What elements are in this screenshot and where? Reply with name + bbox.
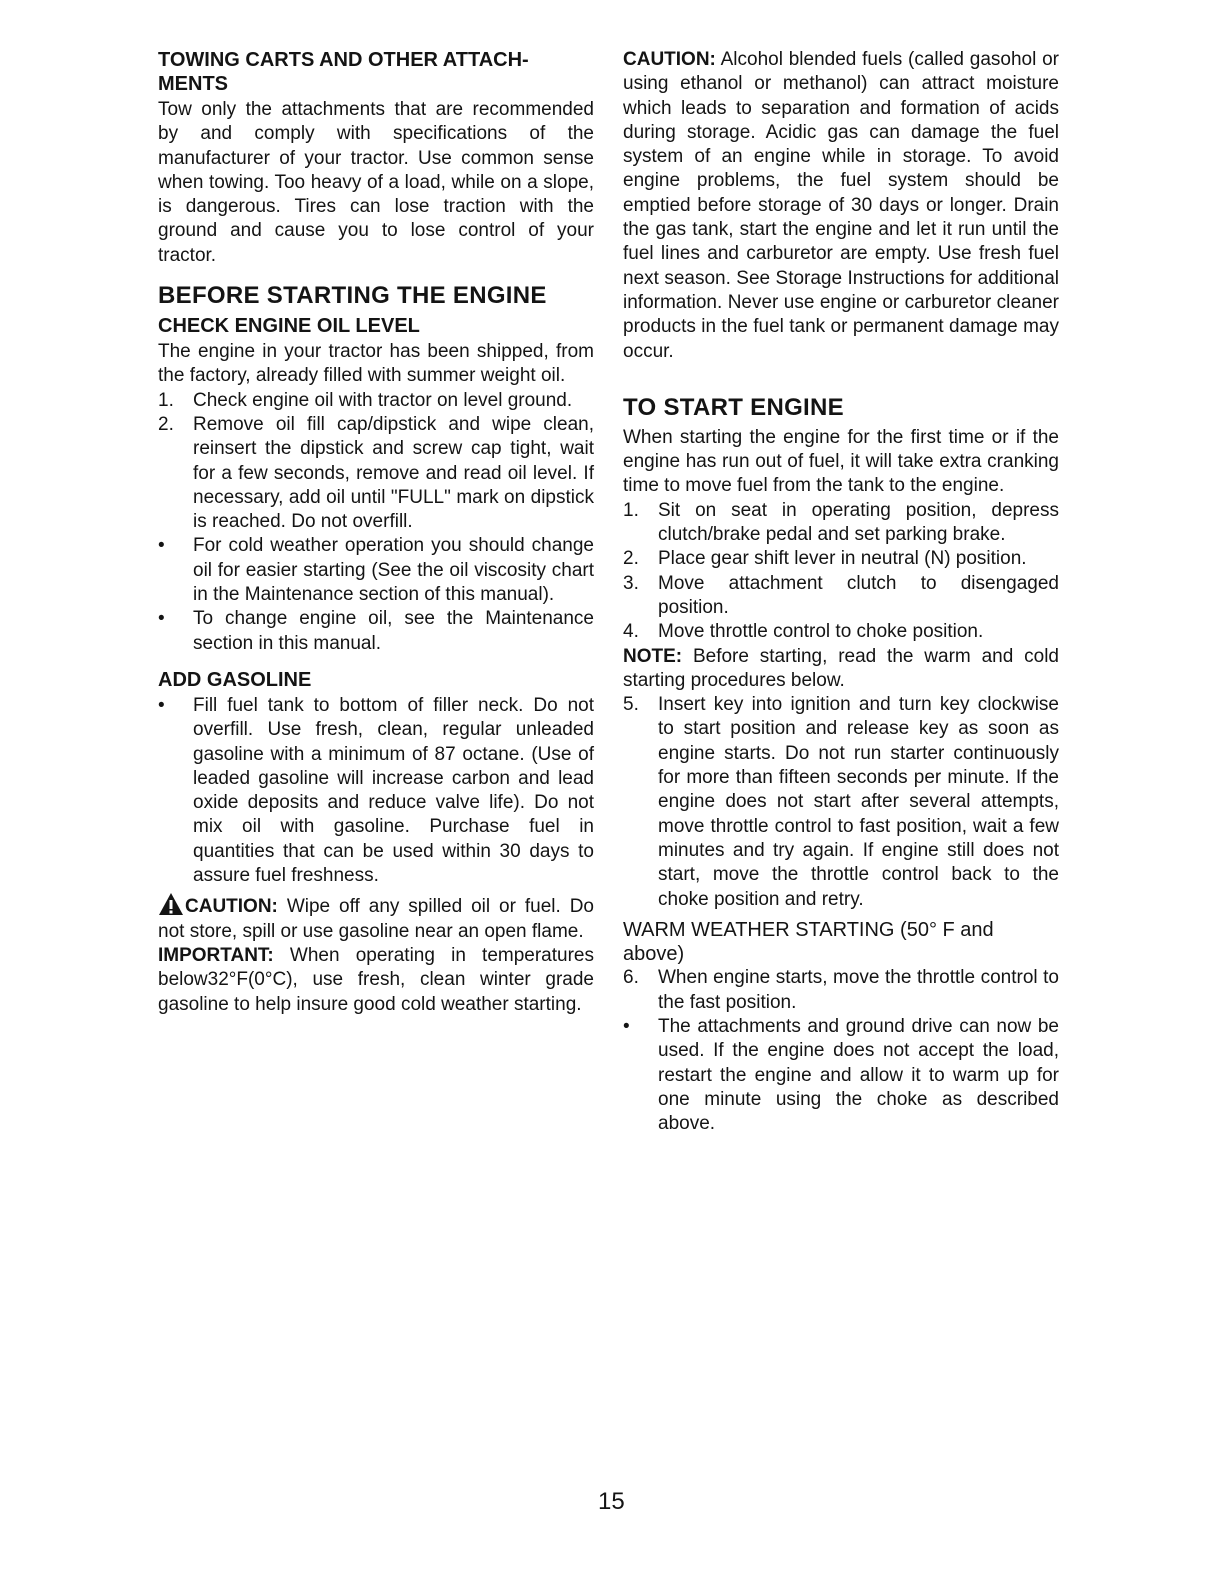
towing-text: Tow only the attachments that are recommended by and comply with specifications of the manufacturer of your tractor. Use common sense when towing. Too heavy of a load, while on a slope, is dangerous. Tires can lose traction with the ground and cause you to lose control of your tractor.	[158, 99, 594, 266]
list-marker: •	[158, 694, 165, 716]
list-text: For cold weather operation you should change oil for easier starting (See the oil viscosity chart in the Maintenance section of this manual).	[193, 535, 594, 606]
list-item	[623, 1015, 1059, 1136]
caution-label: CAUTION:	[185, 896, 278, 918]
list-marker: •	[158, 535, 165, 557]
list-item	[158, 534, 594, 607]
step5-list	[623, 693, 1059, 912]
oil-intro: The engine in your tractor has been shipped, from the factory, already filled with summer weight oil.	[158, 341, 594, 387]
list-marker: 3.	[623, 572, 639, 594]
oil-steps-list	[158, 389, 594, 656]
list-item	[623, 693, 1059, 912]
list-text: Insert key into ignition and turn key clockwise to start position and release key as soon as engine starts. Do not run starter continuously for more than fifteen seconds per minute. If the engine does not start after several attempts, move throttle control to fast position, wait a few minutes and try again. If engine still does not start, move the throttle control back to the choke position and retry.	[658, 694, 1059, 910]
list-item	[158, 607, 594, 656]
warm-steps-list	[623, 966, 1059, 1136]
list-marker: 4.	[623, 621, 639, 643]
list-item	[158, 413, 594, 534]
important-paragraph	[158, 944, 594, 1017]
towing-heading	[158, 48, 594, 96]
list-marker: •	[623, 1015, 630, 1037]
caution-paragraph	[158, 892, 594, 944]
caution-label: CAUTION:	[623, 49, 716, 70]
list-marker: 2.	[158, 413, 174, 435]
list-text: When engine starts, move the throttle control to the fast position.	[658, 967, 1059, 1013]
list-item	[158, 694, 594, 888]
towing-heading-line1: TOWING CARTS AND OTHER ATTACH-	[158, 49, 529, 71]
important-text: When operating in temperatures below32°F(0°C), use fresh, clean winter grade gasoline to help insure good cold weather starting.	[158, 944, 594, 1015]
note-paragraph	[623, 645, 1059, 694]
to-start-engine-heading: TO START ENGINE	[623, 393, 844, 421]
gasoline-list	[158, 694, 594, 888]
important-label: IMPORTANT:	[158, 944, 274, 966]
list-text: Fill fuel tank to bottom of filler neck. Do not overfill. Use fresh, clean, regular unleaded gasoline with a minimum of 87 octane. (Use of leaded gasoline will increase carbon and lead oxide deposits and reduce valve life). Do not mix oil with gasoline. Purchase fuel in quantities that can be used within 30 days to assure fuel freshness.	[193, 694, 594, 887]
add-gasoline-heading: ADD GASOLINE	[158, 668, 312, 691]
list-marker: 1.	[623, 499, 639, 521]
list-marker: 5.	[623, 694, 639, 716]
list-item	[623, 620, 1059, 644]
list-text: To change engine oil, see the Maintenance section in this manual.	[193, 608, 594, 654]
warning-triangle-icon	[158, 892, 184, 916]
list-text: Place gear shift lever in neutral (N) position.	[658, 548, 1027, 570]
list-text: Remove oil fill cap/dipstick and wipe clean, reinsert the dipstick and screw cap tight, wait for a few seconds, remove and read oil level. If necessary, add oil until "FULL" mark on dipstick is reached. Do not overfill.	[193, 413, 594, 533]
list-item	[158, 389, 594, 413]
page-number: 15	[598, 1488, 625, 1515]
list-text: Check engine oil with tractor on level ground.	[193, 389, 573, 411]
towing-heading-line2: MENTS	[158, 73, 228, 95]
note-text: Before starting, read the warm and cold starting procedures below.	[623, 645, 1059, 691]
list-marker: 2.	[623, 548, 639, 570]
list-marker: 1.	[158, 389, 174, 411]
list-item	[623, 572, 1059, 621]
before-starting-heading: BEFORE STARTING THE ENGINE	[158, 282, 547, 310]
list-text: Move attachment clutch to disengaged position.	[658, 572, 1059, 618]
check-oil-heading: CHECK ENGINE OIL LEVEL	[158, 315, 420, 338]
list-item	[623, 966, 1059, 1015]
warm-weather-heading: WARM WEATHER STARTING (50° F and above)	[623, 918, 994, 966]
list-text: Sit on seat in operating position, depress clutch/brake pedal and set parking brake.	[658, 499, 1059, 546]
right-column	[623, 48, 1059, 1136]
caution-text: Wipe off any spilled oil or fuel. Do not store, spill or use gasoline near an open flame.	[158, 896, 594, 942]
list-marker: •	[158, 608, 165, 630]
caution-text: Alcohol blended fuels (called gasohol or using ethanol or methanol) can attract moisture which leads to separation and formation of acids during storage. Acidic gas can damage the fuel system of an engine while in storage. To avoid engine problems, the fuel system should be emptied before storage of 30 days or longer. Drain the gas tank, start the engine and let it run until the fuel lines and carburetor are empty. Use fresh fuel next season. See Storage Instructions for additional information. Never use engine or carburetor cleaner products in the fuel tank or permanent damage may occur.	[623, 49, 1059, 362]
list-item	[623, 547, 1059, 571]
start-steps-list	[623, 499, 1059, 645]
note-label: NOTE:	[623, 645, 683, 667]
list-marker: 6.	[623, 967, 639, 989]
list-item	[623, 499, 1059, 548]
list-text: Move throttle control to choke position.	[658, 621, 984, 643]
start-intro: When starting the engine for the first time or if the engine has run out of fuel, it will take extra cranking time to move fuel from the tank to the engine.	[623, 426, 1059, 497]
left-column	[158, 48, 594, 1017]
list-text: The attachments and ground drive can now be used. If the engine does not accept the load, restart the engine and allow it to warm up for one minute using the choke as described above.	[658, 1015, 1059, 1135]
alcohol-caution-paragraph	[623, 48, 1059, 364]
